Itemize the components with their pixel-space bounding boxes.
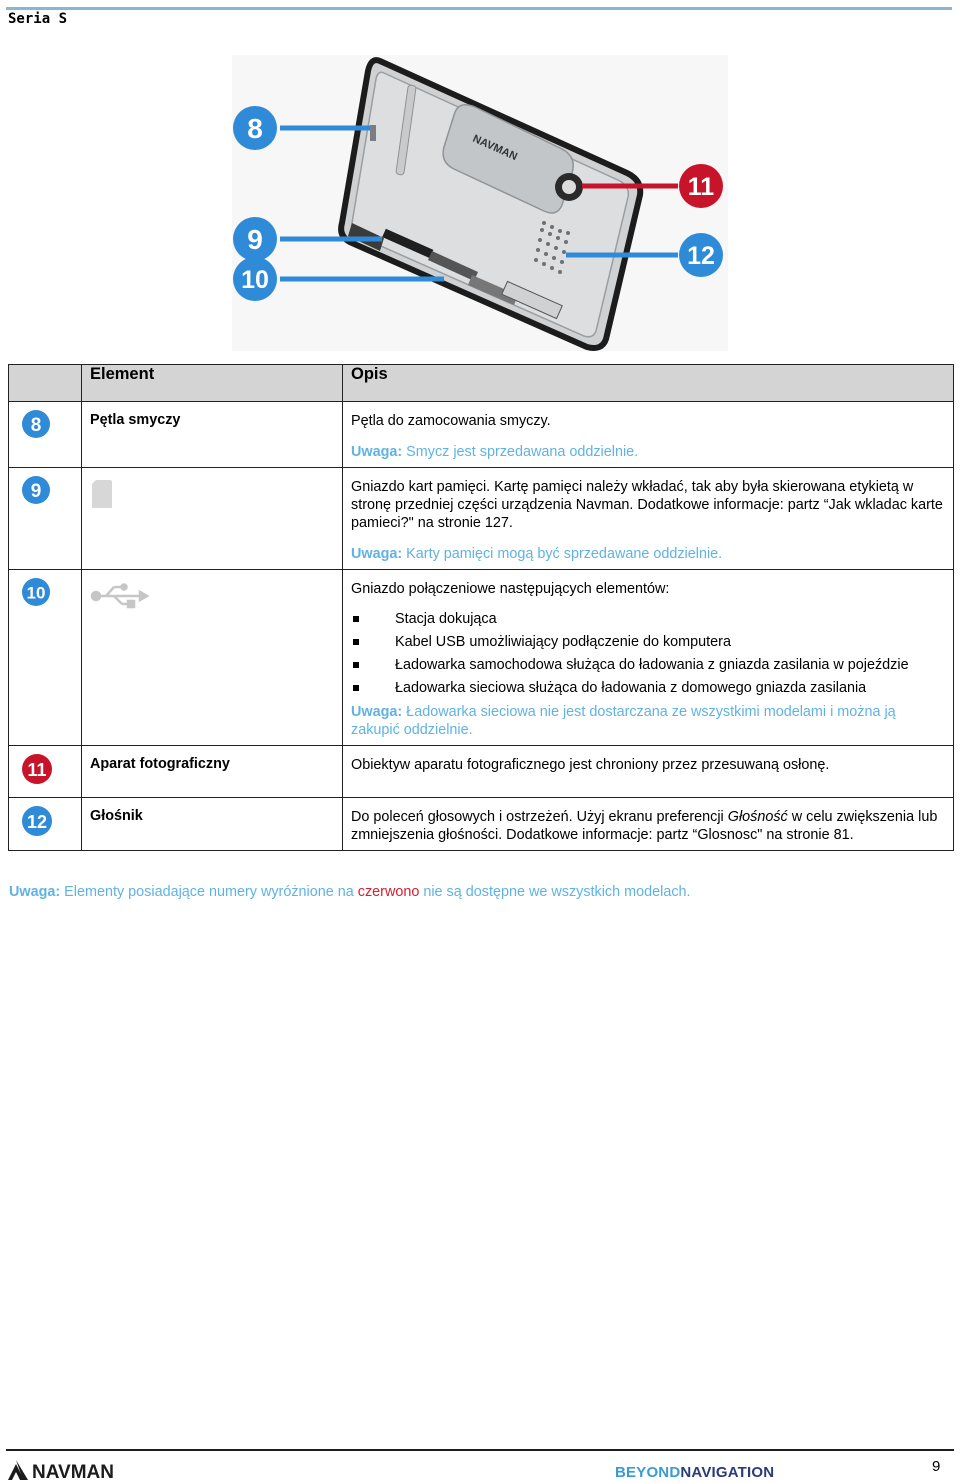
- footer-rule: [6, 1449, 954, 1451]
- header-icon-cell: [9, 365, 82, 402]
- table-row: [9, 798, 954, 851]
- badge-8-icon: [16, 409, 56, 439]
- svg-text:12: 12: [26, 812, 48, 832]
- svg-text:11: 11: [687, 173, 715, 201]
- page-number: 9: [932, 1458, 941, 1475]
- svg-text:8: 8: [30, 415, 42, 436]
- callout-10: [233, 257, 277, 301]
- element-name: Aparat fotograficzny: [82, 746, 343, 798]
- usb-icon: [90, 580, 150, 612]
- element-description: Obiektyw aparatu fotograficznego jest chroniony przez przesuwaną osłonę.: [343, 746, 954, 798]
- svg-text:10: 10: [26, 583, 46, 603]
- callout-11: [679, 164, 723, 208]
- header-description: Opis: [343, 365, 954, 402]
- element-name: Głośnik: [82, 798, 343, 851]
- list-item: Ładowarka samochodowa służąca do ładowania z gniazda zasilania w pojeździe: [351, 656, 945, 674]
- svg-text:12: 12: [687, 242, 715, 270]
- badge-11-icon: [16, 753, 60, 785]
- row-number-cell: [9, 746, 82, 798]
- element-description: [343, 468, 954, 570]
- header-element: Element: [82, 365, 343, 402]
- svg-text:8: 8: [247, 113, 263, 144]
- element-icon-cell: [82, 468, 343, 570]
- navman-logo: [6, 1458, 126, 1482]
- device-brand-text: NAVMAN: [470, 132, 520, 164]
- note: Uwaga: Smycz jest sprzedawana oddzielnie.: [351, 444, 639, 460]
- row-number-cell: [9, 798, 82, 851]
- callout-12: [679, 233, 723, 277]
- element-description: [343, 570, 954, 746]
- list-item: Ładowarka sieciowa służąca do ładowania z domowego gniazda zasilania: [351, 679, 945, 697]
- callout-8: [233, 106, 277, 150]
- connection-list: [351, 610, 945, 697]
- description-text: Gniazdo połączeniowe następujących elementów:: [351, 581, 670, 597]
- footer-tagline: BEYONDNAVIGATION: [615, 1464, 775, 1481]
- svg-text:NAVMAN: NAVMAN: [32, 1462, 114, 1482]
- row-number-cell: [9, 570, 82, 746]
- row-number-cell: [9, 468, 82, 570]
- element-icon-cell: [82, 570, 343, 746]
- badge-10-icon: [16, 577, 56, 607]
- device-illustration: [232, 55, 728, 351]
- description-text: Gniazdo kart pamięci. Kartę pamięci należy wkładać, tak aby była skierowana etykietą w stronę przedniej części urządzenia Navman. Dodatkowe informacje: partz “Jak wkladac karte pamieci?" na stronie 127.: [351, 479, 943, 531]
- note: Uwaga: Ładowarka sieciowa nie jest dostarczana ze wszystkimi modelami i można ją zakupić oddzielnie.: [351, 704, 896, 738]
- table-header-row: [9, 365, 954, 402]
- svg-text:10: 10: [241, 266, 269, 294]
- header-rule: [6, 7, 952, 10]
- table-row: [9, 746, 954, 798]
- element-description: [343, 402, 954, 468]
- element-name: Pętla smyczy: [82, 402, 343, 468]
- list-item: Stacja dokująca: [351, 610, 945, 628]
- element-description: Do poleceń głosowych i ostrzeżeń. Użyj ekranu preferencji Głośność w celu zwiększenia lub zmniejszenia głośności. Dodatkowe informacje: partz “Glosnosc" na stronie 81.: [343, 798, 954, 851]
- callout-9: [233, 217, 277, 261]
- description-text: Pętla do zamocowania smyczy.: [351, 413, 551, 429]
- series-label: Seria S: [8, 11, 68, 27]
- svg-text:9: 9: [30, 481, 42, 502]
- svg-text:11: 11: [27, 760, 47, 780]
- list-item: Kabel USB umożliwiający podłączenie do komputera: [351, 633, 945, 651]
- note: Uwaga: Karty pamięci mogą być sprzedawane oddzielnie.: [351, 546, 723, 562]
- badge-9-icon: [16, 475, 56, 505]
- sd-card-icon: [90, 478, 114, 510]
- table-row: [9, 402, 954, 468]
- table-row: [9, 570, 954, 746]
- component-table: [8, 364, 954, 851]
- footnote: Uwaga: Elementy posiadające numery wyróżnione na czerwono nie są dostępne we wszystkich modelach.: [9, 884, 691, 900]
- table-row: [9, 468, 954, 570]
- row-number-cell: [9, 402, 82, 468]
- badge-12-icon: [16, 805, 60, 837]
- svg-text:9: 9: [247, 224, 263, 255]
